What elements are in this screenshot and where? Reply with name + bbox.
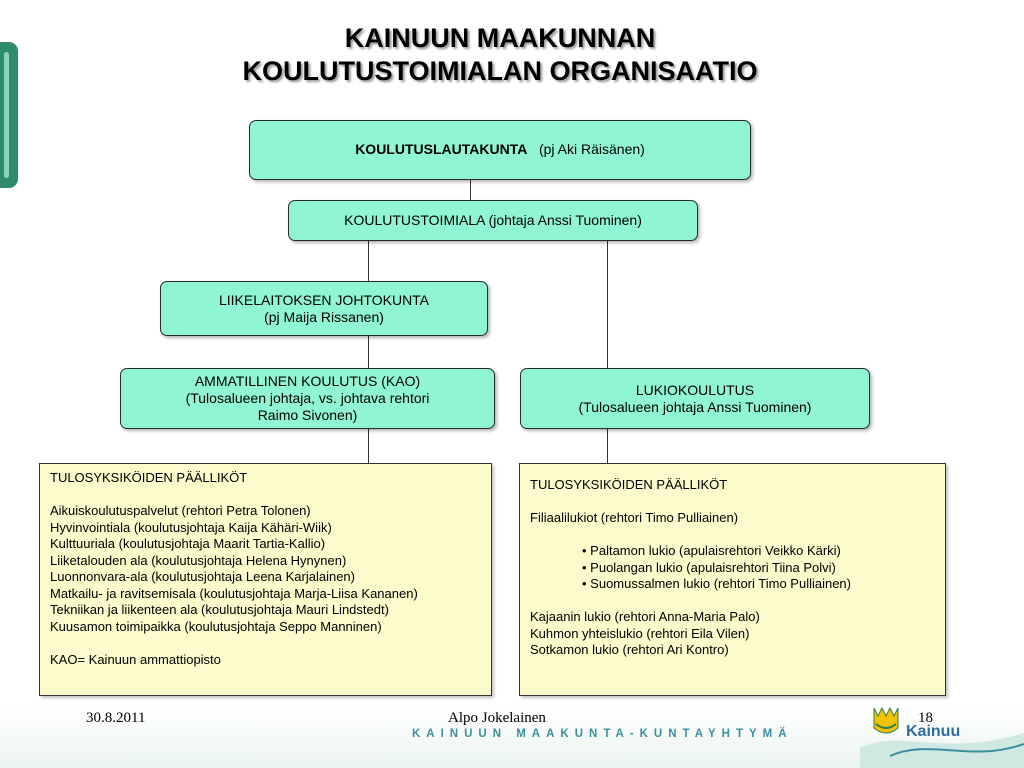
connector-ammatillinen-panel bbox=[368, 428, 369, 464]
ammatillinen-units-panel bbox=[39, 463, 492, 696]
footer-date: 30.8.2011 bbox=[86, 710, 146, 726]
left-accent-bar bbox=[0, 42, 18, 188]
spacer bbox=[530, 593, 935, 610]
list-item: Aikuiskoulutuspalvelut (rehtori Petra Tolonen) bbox=[50, 503, 311, 518]
lukio-line-1: LUKIOKOULUTUS bbox=[635, 381, 755, 398]
koulutustoimiala-box bbox=[288, 200, 698, 241]
koulutuslautakunta-box bbox=[249, 120, 751, 180]
list-item: Liiketalouden ala (koulutusjohtaja Helena Hynynen) bbox=[50, 552, 347, 568]
connector-toimiala-lukio bbox=[607, 240, 608, 369]
liikelaitos-line-1: LIIKELAITOKSEN JOHTOKUNTA bbox=[218, 291, 430, 308]
ammatillinen-box bbox=[120, 368, 495, 429]
footer-organization: KAINUUN MAAKUNTA-KUNTAYHTYMÄ bbox=[412, 728, 793, 740]
ammatillinen-line-3: Raimo Sivonen) bbox=[257, 407, 358, 423]
spacer bbox=[530, 494, 935, 511]
koulutustoimiala-label: KOULUTUSTOIMIALA (johtaja Anssi Tuominen) bbox=[344, 212, 642, 228]
list-item: Tekniikan ja liikenteen ala (koulutusjohtaja Mauri Lindstedt) bbox=[50, 602, 389, 617]
bullet-item: • Paltamon lukio (apulaisrehtori Veikko Kärki) bbox=[582, 543, 841, 558]
spacer bbox=[50, 487, 481, 504]
list-item: Sotkamon lukio (rehtori Ari Kontro) bbox=[530, 642, 729, 657]
title-line-1: KAINUUN MAAKUNNAN bbox=[344, 23, 656, 53]
right-panel-heading: TULOSYKSIKÖIDEN PÄÄLLIKÖT bbox=[530, 477, 728, 492]
koulutuslautakunta-label: KOULUTUSLAUTAKUNTA bbox=[355, 141, 528, 157]
page-title bbox=[140, 22, 860, 88]
filiaali-item: Filiaalilukiot (rehtori Timo Pulliainen) bbox=[530, 510, 739, 525]
footer-author: Alpo Jokelainen bbox=[448, 710, 546, 726]
title-line-2: KOULUTUSTOIMIALAN ORGANISAATIO bbox=[242, 56, 758, 86]
list-item: Kajaanin lukio (rehtori Anna-Maria Palo) bbox=[530, 609, 760, 624]
list-item: Luonnonvara-ala (koulutusjohtaja Leena Karjalainen) bbox=[50, 569, 355, 584]
spacer bbox=[50, 635, 481, 652]
svg-text:Kainuu: Kainuu bbox=[906, 723, 961, 740]
list-item: Kuusamon toimipaikka (koulutusjohtaja Seppo Manninen) bbox=[50, 618, 382, 634]
ammatillinen-line-1: AMMATILLINEN KOULUTUS (KAO) bbox=[194, 373, 421, 389]
liikelaitos-line-2: (pj Maija Rissanen) bbox=[264, 308, 384, 325]
connector-liikelaitos-ammatillinen bbox=[368, 335, 369, 369]
lukiokoulutus-box bbox=[520, 368, 870, 429]
spacer bbox=[530, 527, 935, 544]
list-item: Hyvinvointiala (koulutusjohtaja Kaija Kähäri-Wiik) bbox=[50, 519, 332, 535]
lukio-line-2: (Tulosalueen johtaja Anssi Tuominen) bbox=[578, 398, 812, 415]
list-item: Kuhmon yhteislukio (rehtori Eila Vilen) bbox=[530, 625, 750, 641]
koulutuslautakunta-chair: (pj Aki Räisänen) bbox=[538, 141, 645, 157]
liikelaitos-box bbox=[160, 281, 488, 336]
bullet-item: • Puolangan lukio (apulaisrehtori Tiina Polvi) bbox=[582, 559, 836, 575]
bullet-item: • Suomussalmen lukio (rehtori Timo Pulliainen) bbox=[582, 576, 851, 591]
connector-toimiala-liikelaitos bbox=[368, 240, 369, 282]
lukio-units-panel bbox=[519, 463, 946, 696]
page-number: 18 bbox=[918, 710, 933, 726]
connector-lautakunta-toimiala bbox=[470, 179, 471, 201]
connector-lukio-panel bbox=[607, 428, 608, 464]
list-item: Matkailu- ja ravitsemisala (koulutusjohtaja Marja-Liisa Kananen) bbox=[50, 585, 418, 601]
left-panel-heading: TULOSYKSIKÖIDEN PÄÄLLIKÖT bbox=[50, 470, 248, 485]
ammatillinen-line-2: (Tulosalueen johtaja, vs. johtava rehtori bbox=[185, 390, 430, 406]
left-panel-note: KAO= Kainuun ammattiopisto bbox=[50, 651, 221, 667]
list-item: Kulttuuriala (koulutusjohtaja Maarit Tartia-Kallio) bbox=[50, 536, 326, 551]
